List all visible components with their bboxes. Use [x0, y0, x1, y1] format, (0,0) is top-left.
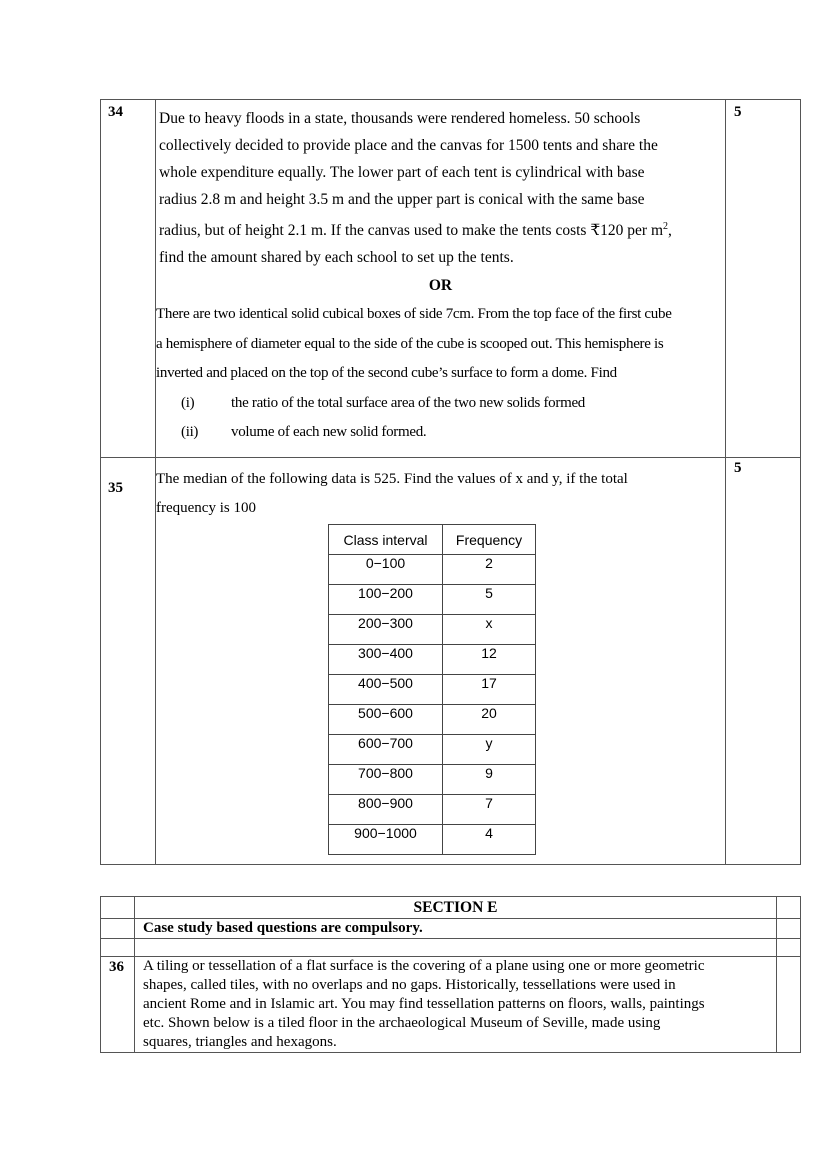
empty-cell: [777, 957, 801, 1053]
marks: 5: [734, 104, 742, 120]
table-cell: 4: [443, 825, 536, 855]
empty-cell: [101, 897, 135, 919]
text-line: whole expenditure equally. The lower part of each tent is cylindrical with base: [159, 164, 645, 181]
table-cell: 600−700: [329, 735, 443, 765]
question-34-content: [156, 100, 726, 458]
sub-part-label: (ii): [181, 423, 199, 440]
table-cell: 300−400: [329, 645, 443, 675]
table-cell: 5: [443, 585, 536, 615]
text-line: Due to heavy floods in a state, thousands were rendered homeless. 50 schools: [159, 110, 641, 127]
text-line: The median of the following data is 525. Find the values of x and y, if the total: [156, 471, 628, 487]
question-36-row: [101, 957, 801, 1053]
table-row: [329, 675, 536, 705]
superscript: 2: [663, 221, 669, 232]
or-separator: OR: [428, 277, 453, 295]
text-fragment: ,: [668, 222, 672, 240]
question-number: 36: [101, 957, 135, 1053]
questions-table: [100, 99, 801, 865]
question-36-text: [135, 957, 777, 1053]
text-line: a hemisphere of diameter equal to the side of the cube is scooped out. This hemisphere is: [156, 335, 664, 352]
text-line: find the amount shared by each school to set up the tents.: [159, 249, 514, 267]
question-34-text: [156, 100, 725, 271]
section-subtitle-row: [101, 919, 801, 939]
question-34-alternative: [156, 300, 725, 389]
table-row: [329, 795, 536, 825]
question-number-cell: [101, 100, 156, 458]
table-cell: 2: [443, 555, 536, 585]
empty-cell: [101, 939, 135, 957]
section-title-row: [101, 897, 801, 919]
table-cell: 17: [443, 675, 536, 705]
question-number-cell: [101, 458, 156, 865]
text-line: frequency is 100: [156, 500, 256, 516]
frequency-table: [328, 524, 536, 855]
text-line: There are two identical solid cubical boxes of side 7cm. From the top face of the first cube: [156, 306, 672, 323]
column-header: Class interval: [329, 525, 443, 555]
text-line: etc. Shown below is a tiled floor in the archaeological Museum of Seville, made using: [143, 1015, 661, 1031]
table-row: [329, 615, 536, 645]
section-title: SECTION E: [135, 897, 777, 919]
marks: 5: [734, 460, 742, 476]
table-row: [329, 705, 536, 735]
table-cell: 500−600: [329, 705, 443, 735]
table-cell: 400−500: [329, 675, 443, 705]
marks-cell: [726, 100, 801, 458]
question-35-text: [156, 458, 725, 523]
empty-cell: [777, 897, 801, 919]
section-e-table: [100, 896, 801, 1053]
empty-cell: [101, 919, 135, 939]
table-cell: 800−900: [329, 795, 443, 825]
empty-cell: [777, 919, 801, 939]
table-row: [329, 585, 536, 615]
table-row: [329, 735, 536, 765]
table-cell: 900−1000: [329, 825, 443, 855]
table-row: [329, 825, 536, 855]
table-cell: 0−100: [329, 555, 443, 585]
table-row: [329, 645, 536, 675]
table-cell: 200−300: [329, 615, 443, 645]
sub-part: [156, 418, 725, 447]
table-cell: 100−200: [329, 585, 443, 615]
table-cell: 7: [443, 795, 536, 825]
text-line: shapes, called tiles, with no overlaps and no gaps. Historically, tessellations were used in: [143, 977, 676, 993]
question-35-row: [101, 458, 801, 865]
empty-cell: [777, 939, 801, 957]
table-cell: y: [443, 735, 536, 765]
question-34-row: [101, 100, 801, 458]
text-line: radius 2.8 m and height 3.5 m and the upper part is conical with the same base: [159, 191, 645, 208]
table-cell: 12: [443, 645, 536, 675]
text-line: [159, 213, 725, 244]
table-header-row: [329, 525, 536, 555]
table-row: [329, 555, 536, 585]
empty-cell: [135, 939, 777, 957]
sub-part-text: volume of each new solid formed.: [231, 423, 427, 440]
sub-part-label: (i): [181, 394, 195, 411]
text-line: A tiling or tessellation of a flat surface is the covering of a plane using one or more geometric: [143, 958, 705, 974]
table-cell: 20: [443, 705, 536, 735]
question-number: 34: [108, 104, 123, 120]
text-line: collectively decided to provide place and the canvas for 1500 tents and share the: [159, 137, 658, 154]
text-line: ancient Rome and in Islamic art. You may find tessellation patterns on floors, walls, paintings: [143, 996, 705, 1012]
sub-part-text: the ratio of the total surface area of the two new solids formed: [231, 394, 585, 411]
sub-part: [156, 389, 725, 418]
section-instruction: Case study based questions are compulsory.: [135, 919, 777, 939]
column-header: Frequency: [443, 525, 536, 555]
table-row: [329, 765, 536, 795]
spacer-row: [101, 939, 801, 957]
text-fragment: radius, but of height 2.1 m. If the canvas used to make the tents costs ₹120 per m: [159, 222, 664, 240]
marks-cell: [726, 458, 801, 865]
text-line: inverted and placed on the top of the second cube’s surface to form a dome. Find: [156, 365, 617, 382]
table-cell: 700−800: [329, 765, 443, 795]
question-number: 35: [108, 480, 123, 496]
table-cell: x: [443, 615, 536, 645]
question-35-content: [156, 458, 726, 865]
table-cell: 9: [443, 765, 536, 795]
text-line: squares, triangles and hexagons.: [143, 1034, 337, 1050]
